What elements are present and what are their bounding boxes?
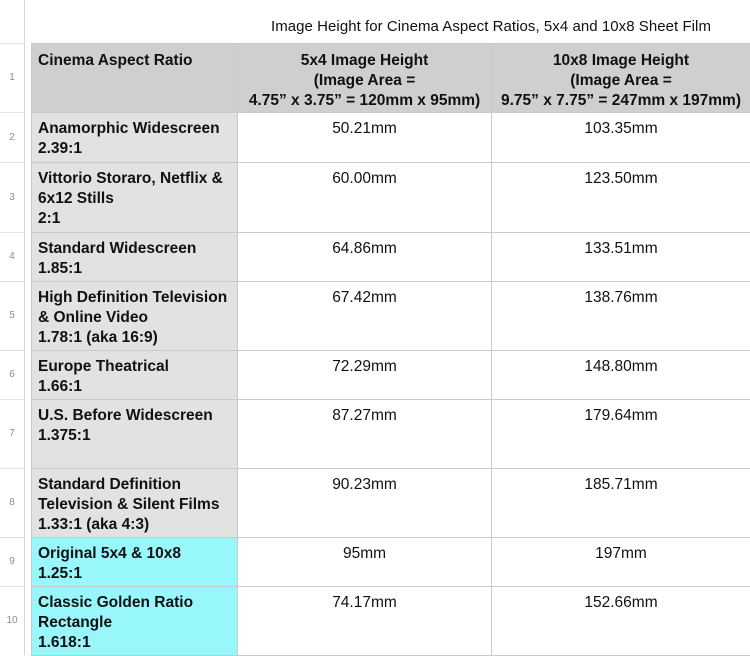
height-10x8-cell[interactable]: 185.71mm	[492, 469, 750, 538]
height-5x4-cell[interactable]: 67.42mm	[238, 282, 492, 351]
row-number-1[interactable]: 1	[0, 43, 24, 112]
aspect-ratio-cell[interactable]	[32, 163, 238, 233]
height-5x4-cell[interactable]: 74.17mm	[238, 587, 492, 656]
row-gutter-edge	[24, 0, 25, 655]
sheet-title[interactable]: Image Height for Cinema Aspect Ratios, 5x4 and 10x8 Sheet Film	[236, 16, 746, 38]
label-line: Classic Golden Ratio	[38, 593, 231, 613]
table-row	[32, 163, 750, 233]
label-line: Europe Theatrical	[38, 357, 231, 377]
header-line: 10x8 Image Height	[498, 51, 744, 71]
header-row	[32, 44, 750, 113]
row-number-2[interactable]: 2	[0, 112, 24, 162]
label-line: U.S. Before Widescreen	[38, 406, 231, 426]
label-line: 2:1	[38, 209, 231, 229]
header-cell-5x4[interactable]	[238, 44, 492, 113]
header-line: 9.75” x 7.75” = 247mm x 197mm)	[498, 91, 744, 111]
label-line: Original 5x4 & 10x8	[38, 544, 231, 564]
header-label: Cinema Aspect Ratio	[38, 51, 231, 71]
height-5x4-cell[interactable]: 87.27mm	[238, 400, 492, 469]
label-line: 1.66:1	[38, 377, 231, 397]
table-row	[32, 233, 750, 282]
label-line: High Definition Television	[38, 288, 231, 308]
label-line: 1.375:1	[38, 426, 231, 446]
height-10x8-cell[interactable]: 179.64mm	[492, 400, 750, 469]
header-cell-10x8[interactable]	[492, 44, 750, 113]
height-10x8-cell[interactable]: 133.51mm	[492, 233, 750, 282]
row-divider	[0, 350, 24, 351]
table-row	[32, 282, 750, 351]
row-divider	[0, 43, 24, 44]
aspect-ratio-cell[interactable]	[32, 351, 238, 400]
row-number-10[interactable]: 10	[0, 586, 24, 655]
label-line: Rectangle	[38, 613, 231, 633]
label-line: 2.39:1	[38, 139, 231, 159]
row-divider	[0, 399, 24, 400]
aspect-ratio-cell[interactable]	[32, 400, 238, 469]
label-line: Standard Widescreen	[38, 239, 231, 259]
row-number-7[interactable]: 7	[0, 399, 24, 468]
label-line: Anamorphic Widescreen	[38, 119, 231, 139]
aspect-ratio-cell[interactable]	[32, 233, 238, 282]
height-5x4-cell[interactable]: 72.29mm	[238, 351, 492, 400]
height-5x4-cell[interactable]: 64.86mm	[238, 233, 492, 282]
height-10x8-cell[interactable]: 138.76mm	[492, 282, 750, 351]
header-line: 5x4 Image Height	[244, 51, 485, 71]
label-line: 6x12 Stills	[38, 189, 231, 209]
label-line: 1.33:1 (aka 4:3)	[38, 515, 231, 535]
row-divider	[0, 232, 24, 233]
row-divider	[0, 162, 24, 163]
aspect-ratio-cell-highlighted[interactable]	[32, 587, 238, 656]
table-row	[32, 400, 750, 469]
row-number-3[interactable]: 3	[0, 162, 24, 232]
height-10x8-cell[interactable]: 197mm	[492, 538, 750, 587]
row-divider	[0, 537, 24, 538]
label-line: 1.618:1	[38, 633, 231, 653]
height-10x8-cell[interactable]: 123.50mm	[492, 163, 750, 233]
label-line: & Online Video	[38, 308, 231, 328]
row-number-8[interactable]: 8	[0, 468, 24, 537]
aspect-ratio-cell[interactable]	[32, 282, 238, 351]
table-row	[32, 469, 750, 538]
height-5x4-cell[interactable]: 60.00mm	[238, 163, 492, 233]
label-line: Television & Silent Films	[38, 495, 231, 515]
table-row	[32, 113, 750, 163]
label-line: Vittorio Storaro, Netflix &	[38, 169, 231, 189]
aspect-ratio-cell[interactable]	[32, 113, 238, 163]
table-row	[32, 351, 750, 400]
label-line: 1.25:1	[38, 564, 231, 584]
row-divider	[0, 112, 24, 113]
row-number-6[interactable]: 6	[0, 350, 24, 399]
height-5x4-cell[interactable]: 90.23mm	[238, 469, 492, 538]
height-10x8-cell[interactable]: 103.35mm	[492, 113, 750, 163]
aspect-ratio-cell[interactable]	[32, 469, 238, 538]
label-line: 1.78:1 (aka 16:9)	[38, 328, 231, 348]
row-divider	[0, 281, 24, 282]
height-5x4-cell[interactable]: 95mm	[238, 538, 492, 587]
row-divider	[0, 586, 24, 587]
row-number-9[interactable]: 9	[0, 537, 24, 586]
aspect-ratio-table	[31, 43, 750, 656]
header-line: 4.75” x 3.75” = 120mm x 95mm)	[244, 91, 485, 111]
height-5x4-cell[interactable]: 50.21mm	[238, 113, 492, 163]
row-number-4[interactable]: 4	[0, 232, 24, 281]
label-line: 1.85:1	[38, 259, 231, 279]
table-row	[32, 587, 750, 656]
height-10x8-cell[interactable]: 152.66mm	[492, 587, 750, 656]
table-row	[32, 538, 750, 587]
header-cell-aspect-ratio[interactable]	[32, 44, 238, 113]
aspect-ratio-cell-highlighted[interactable]	[32, 538, 238, 587]
header-line: (Image Area =	[244, 71, 485, 91]
row-divider	[0, 468, 24, 469]
row-number-5[interactable]: 5	[0, 281, 24, 350]
header-line: (Image Area =	[498, 71, 744, 91]
height-10x8-cell[interactable]: 148.80mm	[492, 351, 750, 400]
label-line: Standard Definition	[38, 475, 231, 495]
